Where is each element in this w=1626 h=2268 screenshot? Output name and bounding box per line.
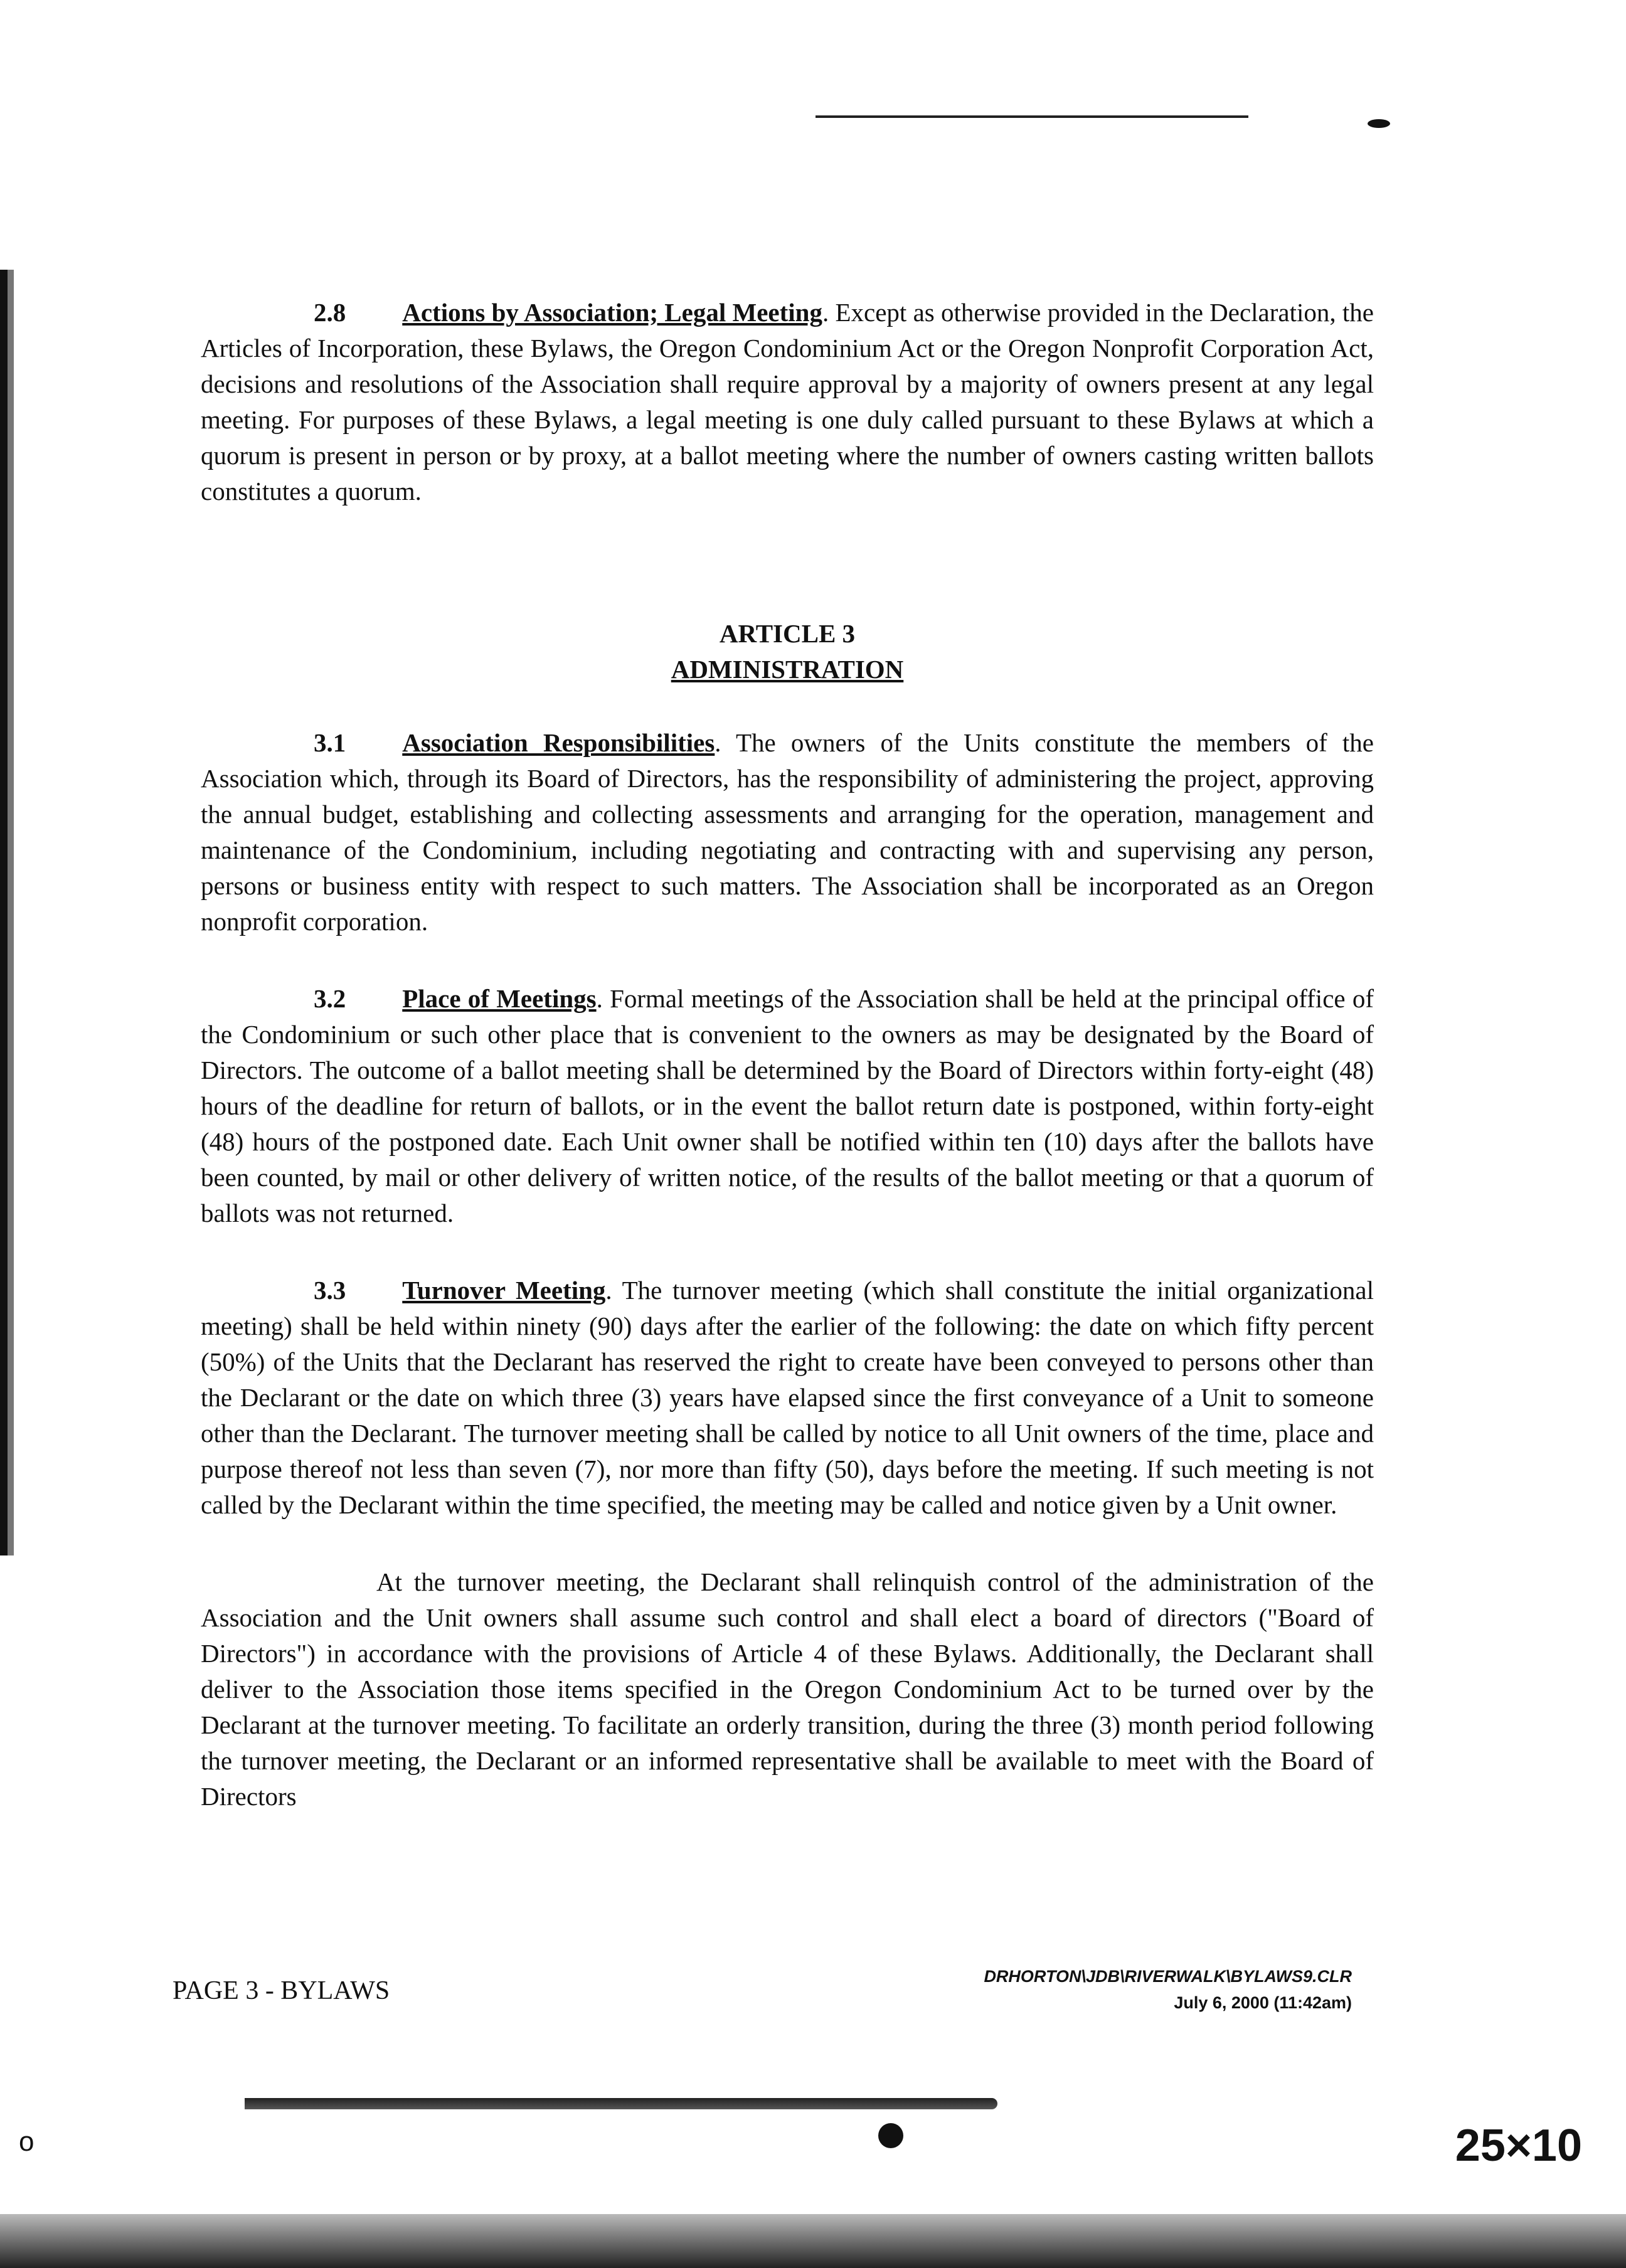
section-title: Turnover Meeting <box>402 1276 606 1305</box>
section-3-3 <box>201 1273 1374 1523</box>
file-reference <box>984 1963 1352 2016</box>
section-3-1 <box>201 725 1374 940</box>
section-3-2 <box>201 981 1374 1231</box>
section-text: . Except as otherwise provided in the Declaration, the Articles of Incorporation, these Bylaws, the Oregon Condominium Act or the Oregon Nonprofit Corporation Act, decisions and resolutions of the Association shall require approval by a majority of owners present at any legal meeting. For purposes of these Bylaws, a legal meeting is one duly called pursuant to these Bylaws at which a quorum is present in person or by proxy, at a ballot meeting where the number of owners casting written ballots constitutes a quorum. <box>201 298 1374 506</box>
page-label: PAGE 3 - BYLAWS <box>173 1976 390 2005</box>
margin-mark: o <box>19 2126 35 2157</box>
section-number: 3.2 <box>314 984 346 1013</box>
document-body <box>201 295 1374 1856</box>
section-number: 2.8 <box>314 298 346 327</box>
article-number: ARTICLE 3 <box>719 619 856 648</box>
article-heading <box>201 616 1374 687</box>
section-number: 3.3 <box>314 1276 346 1305</box>
scan-artifact-line <box>816 115 1248 118</box>
section-text: . The turnover meeting (which shall constitute the initial organizational meeting) shall be held within ninety (90) days after the earlier of the following: the date on which fifty percent (50%) of the Units that the Declarant has reserved the right to create have been conveyed to persons other than the Declarant or the date on which three (3) years have elapsed since the first conveyance of a Unit to someone other than the Declarant. The turnover meeting shall be called by notice to all Unit owners of the time, place and purpose thereof not less than seven (7), nor more than fifty (50), days before the meeting. If such meeting is not called by the Declarant within the time specified, the meeting may be called and notice given by a Unit owner. <box>201 1276 1374 1519</box>
scan-artifact-dot-bottom <box>878 2123 903 2148</box>
file-path: DRHORTON\JDB\RIVERWALK\BYLAWS9.CLR <box>984 1967 1352 1986</box>
section-title: Association Responsibilities <box>402 728 715 757</box>
section-title: Actions by Association; Legal Meeting <box>402 298 822 327</box>
section-3-3-continued: At the turnover meeting, the Declarant shall relinquish control of the administration of the Association and the Unit owners shall assume such control and shall elect a board of directors ("Board of Directors") in accordance with the provisions of Article 4 of these Bylaws. Additionally, the Declarant shall deliver to the Association those items specified in the Oregon Condominium Act to be turned over by the Declarant at the turnover meeting. To facilitate an orderly transition, during the three (3) month period following the turnover meeting, the Declarant or an informed representative shall be available to meet with the Board of Directors <box>201 1567 1374 1811</box>
section-number: 3.1 <box>314 728 346 757</box>
scan-artifact-dot <box>1368 119 1390 128</box>
article-title: ADMINISTRATION <box>671 655 904 684</box>
section-text: . The owners of the Units constitute the members of the Association which, through its Board of Directors, has the responsibility of administering the project, approving the annual budget, establishing and collecting assessments and arranging for the operation, management and maintenance of the Condominium, including negotiating and contracting with and supervising any person, persons or business entity with respect to such matters. The Association shall be incorporated as an Oregon nonprofit corporation. <box>201 728 1374 936</box>
section-text: . Formal meetings of the Association shall be held at the principal office of the Condominium or such other place that is convenient to the owners as may be designated by the Board of Directors. The outcome of a ballot meeting shall be determined by the Board of Directors within forty-eight (48) hours of the deadline for return of ballots, or in the event the ballot return date is postponed, within forty-eight (48) hours of the postponed date. Each Unit owner shall be notified within ten (10) days after the ballots have been counted, by mail or other delivery of written notice, of the results of the ballot meeting or that a quorum of ballots was not returned. <box>201 984 1374 1227</box>
section-title: Place of Meetings <box>402 984 597 1013</box>
section-2-8 <box>201 295 1374 509</box>
page-stamp: 25×10 <box>1455 2121 1582 2171</box>
document-date: July 6, 2000 (11:42am) <box>1174 1993 1352 2012</box>
scan-edge-bottom <box>0 2214 1626 2268</box>
scan-edge-left <box>0 270 14 1555</box>
scan-artifact-bar <box>245 2098 997 2109</box>
